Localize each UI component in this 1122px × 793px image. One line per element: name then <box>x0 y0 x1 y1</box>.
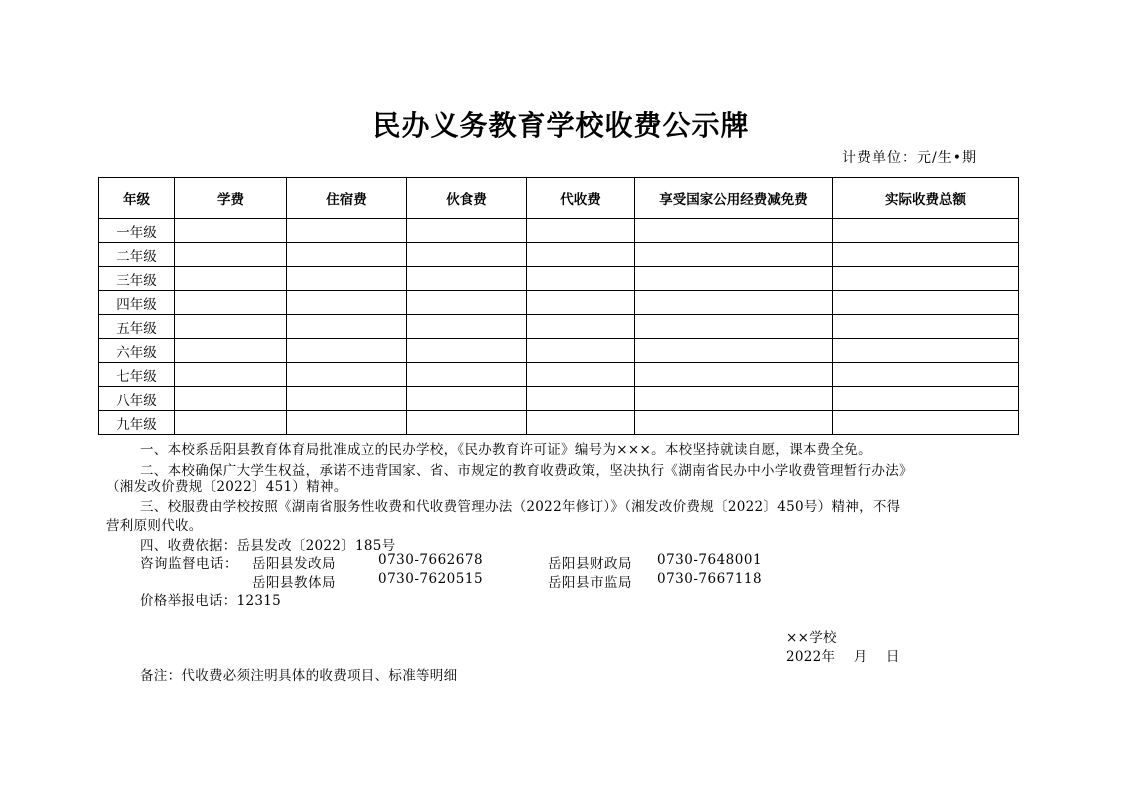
table-row <box>99 219 1019 243</box>
header-total: 实际收费总额 <box>833 178 1019 219</box>
fee-cell <box>175 243 287 267</box>
fee-cell <box>527 315 635 339</box>
grade-cell: 九年级 <box>99 411 175 435</box>
fee-cell <box>833 219 1019 243</box>
grade-cell: 六年级 <box>99 339 175 363</box>
grade-cell: 四年级 <box>99 291 175 315</box>
note-1: 一、本校系岳阳县教育体育局批准成立的民办学校，《民办教育许可证》编号为×××。本校坚持就读自愿，课本费全免。 <box>140 442 872 458</box>
fee-cell <box>175 315 287 339</box>
fee-cell <box>407 315 527 339</box>
fee-cell <box>407 363 527 387</box>
contact-name: 岳阳县财政局 <box>548 556 632 572</box>
fee-cell <box>635 411 833 435</box>
contact-phone: 0730-7620515 <box>378 571 484 587</box>
fee-cell <box>527 219 635 243</box>
fee-cell <box>175 219 287 243</box>
header-accommodation: 住宿费 <box>287 178 407 219</box>
fee-cell <box>175 291 287 315</box>
grade-cell: 八年级 <box>99 387 175 411</box>
fee-cell <box>175 411 287 435</box>
fee-cell <box>635 363 833 387</box>
fee-cell <box>527 339 635 363</box>
fee-cell <box>407 219 527 243</box>
school-signature: ××学校 <box>786 630 837 646</box>
note-2-line-1: 二、本校确保广大学生权益，承诺不违背国家、省、市规定的教育收费政策，坚决执行《湖南省民办中小学收费管理暂行办法》 <box>140 463 913 479</box>
note-4-basis: 四、收费依据：岳县发改〔2022〕185号 <box>140 538 396 554</box>
table-row <box>99 315 1019 339</box>
fee-cell <box>635 339 833 363</box>
fee-cell <box>635 387 833 411</box>
note-2-line-2: （湘发改价费规〔2022〕451）精神。 <box>106 479 348 495</box>
fee-cell <box>287 363 407 387</box>
fee-cell <box>407 243 527 267</box>
remark: 备注：代收费必须注明具体的收费项目、标准等明细 <box>140 668 458 684</box>
fee-cell <box>833 291 1019 315</box>
fee-cell <box>287 411 407 435</box>
table-row <box>99 411 1019 435</box>
fee-cell <box>287 219 407 243</box>
fee-cell <box>833 339 1019 363</box>
grade-cell: 二年级 <box>99 243 175 267</box>
table-row <box>99 267 1019 291</box>
fee-cell <box>527 363 635 387</box>
fee-cell <box>407 387 527 411</box>
fee-cell <box>287 291 407 315</box>
fee-cell <box>407 267 527 291</box>
contact-phone: 0730-7648001 <box>657 552 763 568</box>
contact-phone: 0730-7662678 <box>378 552 484 568</box>
fee-cell <box>635 315 833 339</box>
signature-date: 2022年 月 日 <box>786 649 900 665</box>
contact-name: 岳阳县教体局 <box>252 575 336 591</box>
table-row <box>99 291 1019 315</box>
fee-cell <box>287 387 407 411</box>
fee-cell <box>287 243 407 267</box>
fee-cell <box>635 219 833 243</box>
page-title: 民办义务教育学校收费公示牌 <box>372 109 750 142</box>
fee-cell <box>527 387 635 411</box>
grade-cell: 三年级 <box>99 267 175 291</box>
contact-name: 岳阳县市监局 <box>548 575 632 591</box>
fee-unit: 计费单位：元/生•期 <box>842 150 977 166</box>
fee-cell <box>175 387 287 411</box>
table-row <box>99 339 1019 363</box>
report-phone: 价格举报电话：12315 <box>140 593 282 609</box>
fee-cell <box>175 339 287 363</box>
table-row <box>99 363 1019 387</box>
table-header-row <box>99 178 1019 219</box>
fee-cell <box>833 411 1019 435</box>
fee-cell <box>527 291 635 315</box>
grade-cell: 五年级 <box>99 315 175 339</box>
fee-cell <box>833 387 1019 411</box>
fee-cell <box>287 315 407 339</box>
fee-cell <box>833 243 1019 267</box>
fee-cell <box>635 291 833 315</box>
fee-cell <box>407 339 527 363</box>
header-tuition: 学费 <box>175 178 287 219</box>
fee-cell <box>527 267 635 291</box>
fee-cell <box>527 243 635 267</box>
fee-cell <box>407 411 527 435</box>
note-3-line-1: 三、校服费由学校按照《湖南省服务性收费和代收费管理办法（2022年修订）》（湘发改价费规〔2022〕450号）精神，不得 <box>140 499 901 515</box>
fee-cell <box>833 267 1019 291</box>
fee-cell <box>527 411 635 435</box>
contact-name: 岳阳县发改局 <box>252 556 336 572</box>
fee-cell <box>175 267 287 291</box>
table-row <box>99 243 1019 267</box>
fee-cell <box>635 267 833 291</box>
header-meals: 伙食费 <box>407 178 527 219</box>
contact-phone: 0730-7667118 <box>657 571 763 587</box>
fee-cell <box>833 315 1019 339</box>
fee-cell <box>635 243 833 267</box>
note-3-line-2: 营利原则代收。 <box>106 518 203 534</box>
header-reduction: 享受国家公用经费减免费 <box>635 178 833 219</box>
fee-cell <box>407 291 527 315</box>
fee-cell <box>175 363 287 387</box>
table-row <box>99 387 1019 411</box>
contacts-label: 咨询监督电话： <box>140 556 238 572</box>
grade-cell: 一年级 <box>99 219 175 243</box>
fee-cell <box>833 363 1019 387</box>
fee-cell <box>287 267 407 291</box>
fee-table <box>98 177 1019 435</box>
header-agency-fee: 代收费 <box>527 178 635 219</box>
header-grade: 年级 <box>99 178 175 219</box>
grade-cell: 七年级 <box>99 363 175 387</box>
fee-cell <box>287 339 407 363</box>
